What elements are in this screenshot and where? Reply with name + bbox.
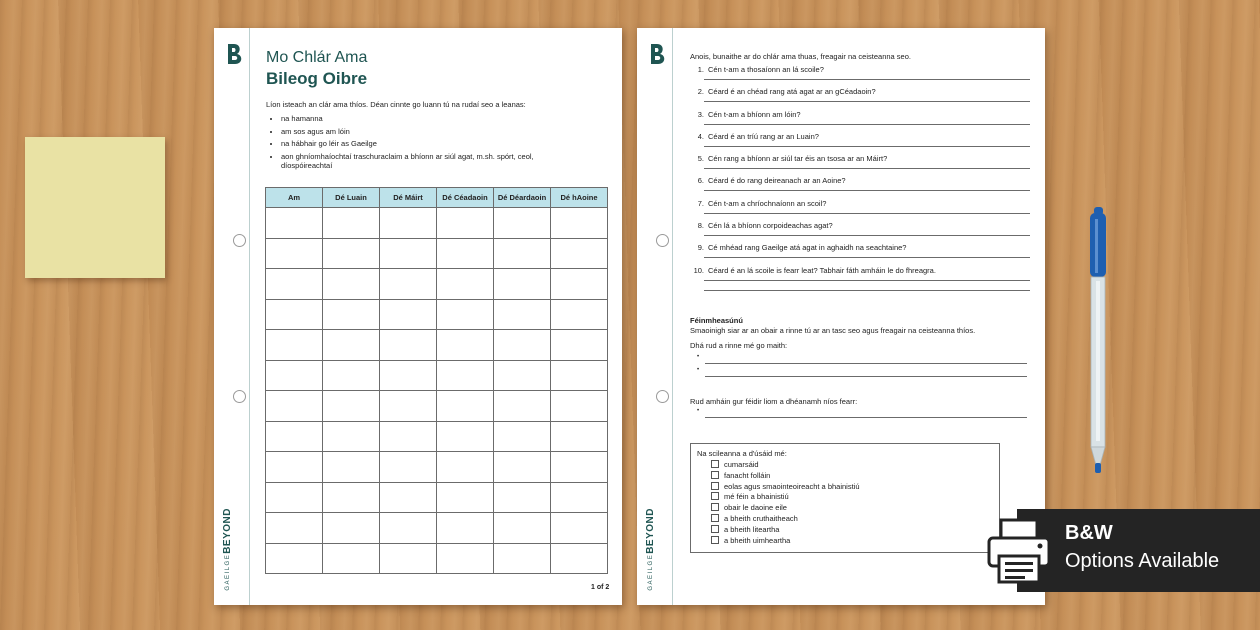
- margin-line: [249, 28, 250, 605]
- skill-option[interactable]: [711, 514, 798, 523]
- table-cell: [323, 330, 380, 361]
- question-text: [690, 243, 906, 252]
- margin-line: [672, 28, 673, 605]
- table-cell: [323, 269, 380, 300]
- skills-box: [690, 443, 1000, 553]
- column-header: Dé Déardaoin: [494, 188, 551, 208]
- table-cell: [380, 543, 437, 574]
- list-item: • aon ghníomhaíochtaí traschuraclaim a bhíonn ar siúl agat, m.sh. spórt, ceol, díospóireachtaí: [281, 152, 581, 171]
- question-item: [690, 65, 1030, 87]
- table-cell: [266, 360, 323, 391]
- skill-label: obair le daoine eile: [724, 503, 787, 513]
- page-title: Mo Chlár Ama: [266, 49, 368, 66]
- table-cell: [551, 330, 608, 361]
- table-cell: [323, 360, 380, 391]
- column-header: Dé Luain: [323, 188, 380, 208]
- question-number: 4.: [697, 131, 704, 141]
- table-cell: [266, 269, 323, 300]
- table-cell: [551, 452, 608, 483]
- instruction-list: [271, 114, 581, 174]
- table-cell: [266, 543, 323, 574]
- table-cell: [323, 482, 380, 513]
- table-cell: [266, 238, 323, 269]
- table-cell: [551, 543, 608, 574]
- table-row: [266, 482, 608, 513]
- table-cell: [323, 513, 380, 544]
- table-cell: [551, 482, 608, 513]
- table-cell: [494, 513, 551, 544]
- question-text: [690, 154, 887, 163]
- punch-hole: [233, 390, 246, 403]
- table-cell: [437, 482, 494, 513]
- table-cell: [323, 543, 380, 574]
- list-item: • na hamanna: [281, 114, 581, 124]
- question-text: [690, 87, 876, 96]
- table-row: [266, 238, 608, 269]
- question-label: Cén t-am a chríochnaíonn an scoil?: [708, 198, 827, 208]
- answer-line: [704, 190, 1030, 191]
- checkbox-icon[interactable]: [711, 536, 719, 544]
- table-cell: [494, 299, 551, 330]
- table-cell: [494, 208, 551, 239]
- worksheet-page-2: [637, 28, 1045, 605]
- brand-name: BEYOND: [222, 508, 233, 555]
- instructions: Líon isteach an clár ama thíos. Déan cinnte go luann tú na rudaí seo a leanas:: [266, 100, 526, 109]
- brand-sub: GAEILGE: [648, 554, 654, 591]
- answer-line: [704, 213, 1030, 214]
- table-cell: [323, 452, 380, 483]
- page-subtitle: Bileog Oibre: [266, 69, 368, 88]
- table-cell: [323, 299, 380, 330]
- brand-sub: GAEILGE: [225, 554, 231, 591]
- table-cell: [266, 330, 323, 361]
- table-cell: [323, 208, 380, 239]
- list-item: • am sos agus am lóin: [281, 127, 581, 137]
- question-text: [690, 110, 801, 119]
- table-cell: [551, 269, 608, 300]
- answer-line: [704, 290, 1030, 291]
- table-cell: [494, 360, 551, 391]
- question-item: [690, 243, 1030, 265]
- question-text: [690, 176, 846, 185]
- table-cell: [380, 269, 437, 300]
- question-label: Cén lá a bhíonn corpoideachas agat?: [708, 221, 833, 231]
- table-cell: [380, 452, 437, 483]
- table-cell: [266, 391, 323, 422]
- table-cell: [266, 299, 323, 330]
- skill-label: a bheith uimheartha: [724, 535, 791, 545]
- checkbox-icon[interactable]: [711, 482, 719, 490]
- question-item: [690, 154, 1030, 176]
- skill-label: cumarsáid: [724, 460, 759, 469]
- table-row: [266, 543, 608, 574]
- printer-icon: [985, 516, 1055, 586]
- question-text: [690, 199, 826, 208]
- table-cell: [551, 299, 608, 330]
- questions-intro: Anois, bunaithe ar do chlár ama thuas, freagair na ceisteanna seo.: [690, 52, 911, 61]
- question-label: Cén t-am a bhíonn am lóin?: [708, 109, 801, 119]
- answer-line: [704, 124, 1030, 125]
- column-header: Dé hAoine: [551, 188, 608, 208]
- punch-hole: [656, 390, 669, 403]
- table-cell: [323, 421, 380, 452]
- brand-vertical: [645, 508, 665, 591]
- table-cell: [437, 269, 494, 300]
- question-label: Céard é an lá scoile is fearr leat? Tabhair fáth amháin le do fhreagra.: [708, 265, 936, 275]
- table-cell: [551, 208, 608, 239]
- table-row: [266, 269, 608, 300]
- table-cell: [380, 238, 437, 269]
- skill-option[interactable]: [711, 460, 759, 469]
- table-cell: [551, 360, 608, 391]
- table-row: [266, 391, 608, 422]
- sticky-note: [25, 137, 165, 278]
- question-number: 8.: [697, 221, 704, 231]
- question-text: [690, 65, 824, 74]
- reflection-prompt-1: Dhá rud a rinne mé go maith:: [690, 341, 788, 350]
- table-cell: [494, 452, 551, 483]
- table-cell: [380, 513, 437, 544]
- table-cell: [437, 391, 494, 422]
- skill-label: eolas agus smaointeoireacht a bhainistiú: [724, 481, 860, 491]
- table-row: [266, 299, 608, 330]
- question-number: 5.: [697, 154, 704, 164]
- question-number: 6.: [697, 176, 704, 186]
- table-cell: [380, 299, 437, 330]
- bw-options-badge: [1017, 509, 1260, 592]
- question-number: 7.: [697, 198, 704, 208]
- table-cell: [266, 208, 323, 239]
- table-row: [266, 360, 608, 391]
- skill-label: a bheith cruthaitheach: [724, 514, 798, 523]
- checkbox-icon[interactable]: [711, 514, 719, 522]
- checkbox-icon[interactable]: [711, 471, 719, 479]
- table-cell: [380, 208, 437, 239]
- table-row: [266, 452, 608, 483]
- pen: [1085, 207, 1111, 475]
- question-item: [690, 266, 1030, 300]
- question-label: Cén rang a bhíonn ar siúl tar éis an tsosa ar an Máirt?: [708, 154, 888, 164]
- brand-logo-icon: [223, 42, 245, 66]
- checkbox-icon[interactable]: [711, 460, 719, 468]
- table-cell: [494, 543, 551, 574]
- question-label: Céard é an tríú rang ar an Luain?: [708, 131, 819, 141]
- table-cell: [323, 238, 380, 269]
- table-cell: [437, 330, 494, 361]
- question-item: [690, 176, 1030, 198]
- question-list: [690, 65, 1030, 300]
- table-cell: [494, 238, 551, 269]
- table-cell: [266, 452, 323, 483]
- timetable: [265, 187, 608, 574]
- question-label: Cé mhéad rang Gaeilge atá agat in aghaidh na seachtaine?: [708, 243, 907, 253]
- table-cell: [551, 238, 608, 269]
- column-header: Dé Céadaoin: [437, 188, 494, 208]
- table-cell: [380, 330, 437, 361]
- question-number: 3.: [697, 109, 704, 119]
- brand-vertical: [222, 508, 242, 591]
- answer-line: [704, 235, 1030, 236]
- reflection-prompt-2: Rud amháin gur féidir liom a dhéanamh níos fearr:: [690, 397, 858, 406]
- brand-name: BEYOND: [645, 508, 656, 555]
- question-item: [690, 199, 1030, 221]
- worksheet-page-1: [214, 28, 622, 605]
- reflection-heading: Féinmheasúnú: [690, 316, 743, 325]
- brand-logo-icon: [646, 42, 668, 66]
- checkbox-icon[interactable]: [711, 503, 719, 511]
- table-cell: [551, 421, 608, 452]
- answer-line: [704, 101, 1030, 102]
- badge-title: B&W: [1065, 522, 1113, 544]
- table-row: [266, 208, 608, 239]
- table-cell: [494, 330, 551, 361]
- answer-line: •: [697, 368, 1027, 377]
- table-cell: [437, 513, 494, 544]
- table-cell: [380, 421, 437, 452]
- question-text: [690, 221, 833, 230]
- answer-line: [704, 257, 1030, 258]
- table-row: [266, 513, 608, 544]
- answer-line: [704, 168, 1030, 169]
- table-cell: [437, 421, 494, 452]
- skill-option[interactable]: [711, 525, 779, 534]
- table-cell: [437, 238, 494, 269]
- checkbox-icon[interactable]: [711, 525, 719, 533]
- list-item: • na hábhair go léir as Gaeilge: [281, 139, 581, 149]
- table-cell: [494, 421, 551, 452]
- badge-subtitle: Options Available: [1065, 550, 1220, 572]
- table-cell: [551, 513, 608, 544]
- punch-hole: [233, 234, 246, 247]
- answer-line: [704, 79, 1030, 80]
- question-number: 2.: [697, 87, 704, 97]
- question-number: 10.: [693, 265, 704, 275]
- skills-heading: Na scileanna a d'úsáid mé:: [697, 449, 787, 458]
- skill-label: a bheith liteartha: [724, 524, 780, 534]
- table-row: [266, 421, 608, 452]
- table-cell: [437, 299, 494, 330]
- checkbox-icon[interactable]: [711, 492, 719, 500]
- question-item: [690, 132, 1030, 154]
- skill-option[interactable]: [711, 503, 787, 512]
- skill-label: mé féin a bhainistiú: [724, 492, 789, 502]
- table-cell: [494, 391, 551, 422]
- answer-line: •: [697, 409, 1027, 418]
- question-label: Céard é do rang deireanach ar an Aoine?: [708, 176, 846, 186]
- table-cell: [380, 391, 437, 422]
- skill-option[interactable]: [711, 471, 770, 480]
- column-header: Dé Máirt: [380, 188, 437, 208]
- table-cell: [437, 452, 494, 483]
- question-text: [690, 132, 819, 141]
- question-number: 9.: [697, 243, 704, 253]
- answer-line: [704, 280, 1030, 281]
- table-cell: [266, 513, 323, 544]
- table-cell: [380, 482, 437, 513]
- skill-option[interactable]: [711, 492, 789, 501]
- skill-label: fanacht folláin: [724, 470, 771, 480]
- table-cell: [494, 482, 551, 513]
- question-item: [690, 221, 1030, 243]
- answer-line: [704, 146, 1030, 147]
- column-header: Am: [266, 188, 323, 208]
- punch-hole: [656, 234, 669, 247]
- table-cell: [380, 360, 437, 391]
- table-cell: [323, 391, 380, 422]
- question-number: 1.: [697, 65, 704, 74]
- question-item: [690, 87, 1030, 109]
- page-number: 1 of 2: [591, 584, 610, 591]
- table-cell: [266, 482, 323, 513]
- table-cell: [551, 391, 608, 422]
- skill-option[interactable]: [711, 482, 860, 491]
- reflection-text: Smaoinigh siar ar an obair a rinne tú ar an tasc seo agus freagair na ceisteanna thíos.: [690, 326, 976, 335]
- table-cell: [266, 421, 323, 452]
- question-label: Cén t-am a thosaíonn an lá scoile?: [708, 65, 824, 74]
- question-item: [690, 110, 1030, 132]
- table-row: [266, 330, 608, 361]
- question-label: Céard é an chéad rang atá agat ar an gCéadaoin?: [708, 87, 876, 97]
- answer-line: •: [697, 355, 1027, 364]
- skill-option[interactable]: [711, 536, 790, 545]
- table-cell: [437, 360, 494, 391]
- table-cell: [494, 269, 551, 300]
- table-cell: [437, 208, 494, 239]
- table-cell: [437, 543, 494, 574]
- question-text: [690, 266, 936, 275]
